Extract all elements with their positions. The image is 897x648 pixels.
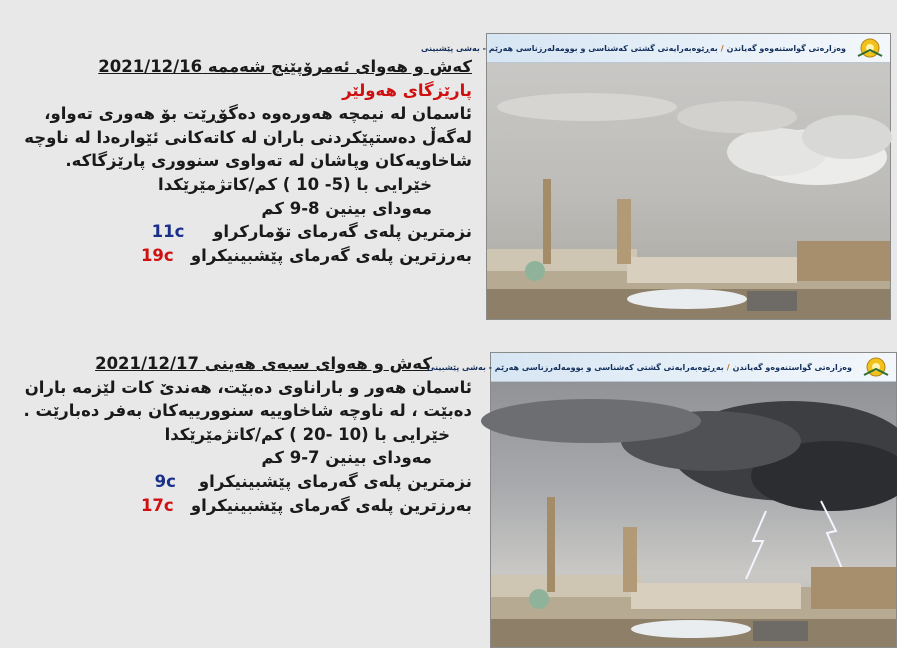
forecast-tomorrow [10, 352, 472, 517]
banner-separator: / [720, 43, 724, 53]
ministry-banner [426, 353, 896, 382]
min-temp-label: نزمترین پلەی گەرمای پێشبینیکراو [198, 471, 472, 491]
erbil-citadel-icon [491, 547, 896, 647]
max-temp-value: 19c [140, 245, 174, 265]
weather-photo-storm [426, 352, 897, 648]
forecast-today-line-3: شاخاویەکان وپاشان لە تەواوی سنووری پارێزگاکە. [65, 151, 472, 171]
ministry-banner [420, 34, 890, 63]
weather-photo-cloudy [420, 33, 891, 320]
max-temp-value: 17c [140, 495, 174, 515]
max-temp-label: بەرزترین پلەی گەرمای پێشبینیکراو [190, 245, 472, 265]
forecast-today-visibility: مەودای بینین 8-9 کم [261, 198, 432, 218]
min-temp-value: 9c [154, 471, 176, 491]
forecast-tomorrow-line-1: ئاسمان هەور و باراناوی دەبێت، هەندێ کات لێزمە باران [24, 377, 472, 397]
kurdistan-emblem-icon [854, 36, 886, 60]
min-temp-label: نزمترین پلەی گەرمای تۆمارکراو [213, 222, 472, 242]
forecast-tomorrow-max [10, 494, 472, 518]
banner-separator: / [726, 362, 730, 372]
kurdistan-emblem-icon [860, 355, 892, 379]
forecast-today-wind: خێرایی با (5- 10 ) کم/کاتژمێرێکدا [158, 174, 432, 194]
forecast-today-min [10, 220, 472, 244]
forecast-today [10, 55, 472, 267]
forecast-tomorrow-min [10, 470, 472, 494]
forecast-today-line-1: ئاسمان لە نیمچە هەورەوە دەگۆڕێت بۆ هەوری تەواو، [44, 104, 472, 124]
forecast-tomorrow-wind: خێرایی با (10 -20 ) کم/کاتژمێرێکدا [164, 424, 450, 444]
forecast-city: پارێزگای هەولێر [342, 80, 472, 100]
forecast-today-max [10, 244, 472, 268]
erbil-citadel-icon [487, 219, 890, 319]
max-temp-label: بەرزترین پلەی گەرمای پێشبینیکراو [190, 495, 472, 515]
forecast-tomorrow-title: کەش و هەوای سبەی هەینی 2021/12/17 [95, 354, 432, 373]
min-temp-value: 11c [151, 222, 185, 242]
forecast-today-title: کەش و هەوای ئەمرۆپێنج شەممە 2021/12/16 [98, 57, 472, 76]
forecast-tomorrow-visibility: مەودای بینین 7-9 کم [261, 448, 432, 468]
forecast-today-line-2: لەگەڵ دەستپێکردنی باران لە کاتەکانی ئێوارەدا لە ناوچە [24, 127, 472, 147]
ministry-name: وەزارەتی گواستنەوەو گەیاندن [732, 362, 852, 372]
forecast-tomorrow-line-2: دەبێت ، لە ناوچە شاخاوییە سنوورییەکان بەفر دەبارێت . [23, 401, 472, 421]
ministry-name: وەزارەتی گواستنەوەو گەیاندن [726, 43, 846, 53]
directorate-name: بەڕێوەبەرایەتی گشتی کەشناسی و بوومەلەرزناسی هەرێم - بەشی پێشبینی [420, 43, 718, 53]
directorate-name: بەڕێوەبەرایەتی گشتی کەشناسی و بوومەلەرزناسی هەرێم - بەشی پێشبینی [426, 362, 724, 372]
